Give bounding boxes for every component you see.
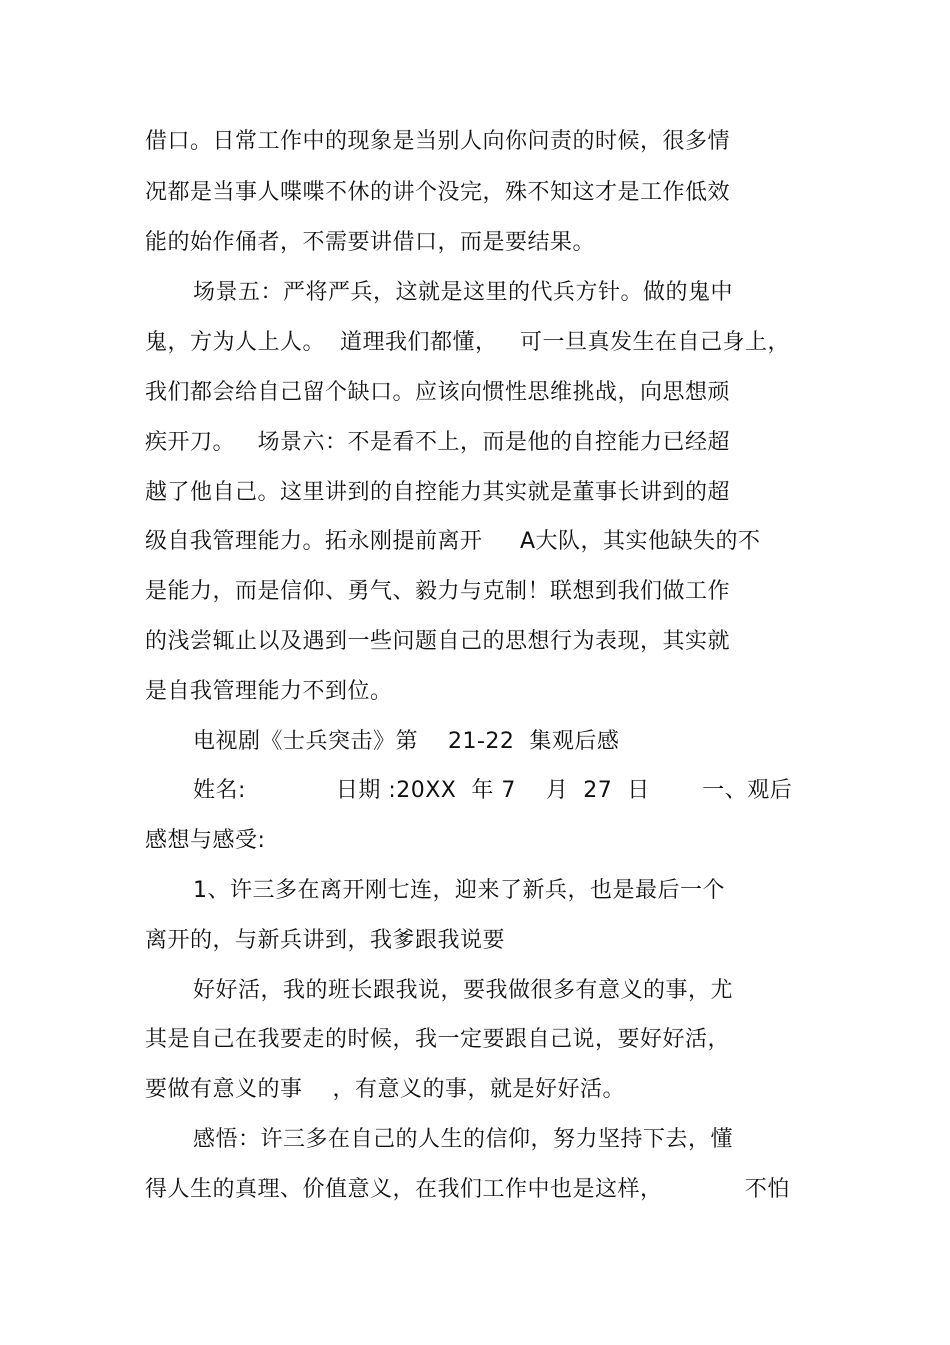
text-line: 我们都会给自己留个缺口。应该向惯性思维挑战，向思想顽	[145, 380, 731, 405]
section-title: 电视剧《士兵突击》第 21-22 集观后感	[193, 729, 620, 754]
name-date-line: 姓名: 日期 :20XX 年 7 月 27 日 一、观后	[193, 778, 793, 803]
text-line: 级自我管理能力。拓永刚提前离开 A大队，其实他缺失的不	[145, 529, 761, 554]
paragraph-start-line: 感悟：许三多在自己的人生的信仰，努力坚持下去，懂	[193, 1127, 734, 1152]
text-line: 是能力，而是信仰、勇气、毅力与克制！联想到我们做工作	[145, 579, 731, 604]
text-line: 鬼，方为人上人。 道理我们都懂， 可一旦真发生在自己身上，	[145, 330, 790, 355]
paragraph-start-line: 场景五：严将严兵，这就是这里的代兵方针。做的鬼中	[193, 280, 734, 305]
text-line: 离开的，与新兵讲到，我爹跟我说要	[145, 928, 506, 953]
paragraph-start-line: 好好活，我的班长跟我说，要我做很多有意义的事，尤	[193, 978, 734, 1003]
text-line: 要做有意义的事 ，有意义的事，就是好好活。	[145, 1077, 625, 1102]
paragraph-start-line: 1、许三多在离开刚七连，迎来了新兵，也是最后一个	[193, 878, 725, 903]
text-line: 借口。日常工作中的现象是当别人向你问责的时候，很多情	[145, 129, 731, 154]
text-line: 疾开刀。 场景六：不是看不上，而是他的自控能力已经超	[145, 430, 730, 455]
text-line: 越了他自己。这里讲到的自控能力其实就是董事长讲到的超	[145, 480, 731, 505]
text-line: 得人生的真理、价值意义，在我们工作中也是这样， 不怕	[145, 1177, 790, 1202]
text-line: 是自我管理能力不到位。	[145, 679, 393, 704]
text-line: 况都是当事人喋喋不休的讲个没完，殊不知这才是工作低效	[145, 180, 731, 205]
text-line: 能的始作俑者，不需要讲借口，而是要结果。	[145, 230, 596, 255]
text-line: 其是自己在我要走的时候，我一定要跟自己说，要好好活，	[145, 1027, 731, 1052]
text-line: 的浅尝辄止以及遇到一些问题自己的思想行为表现，其实就	[145, 629, 731, 654]
text-line: 感想与感受:	[145, 828, 266, 853]
